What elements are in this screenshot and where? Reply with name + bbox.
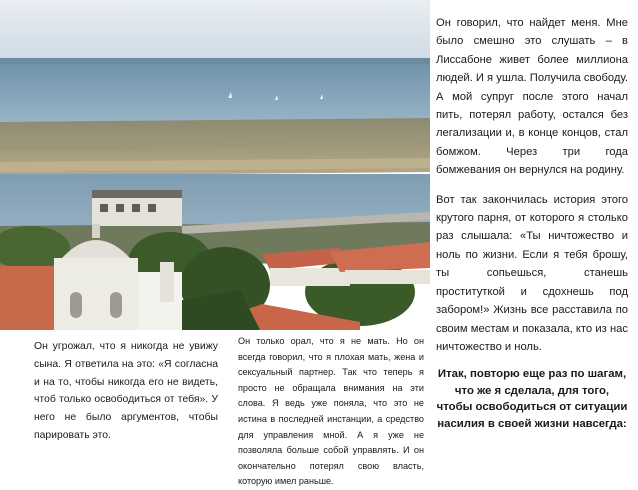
sea (0, 64, 430, 126)
bold-paragraph: Итак, повторю еще раз по шагам, что же я сделала, для того, чтобы освободиться от ситуации насилия в своей жизни навсегда: (436, 368, 628, 430)
sky (0, 0, 430, 62)
landscape-photo (0, 0, 430, 330)
paragraph: Он угрожал, что я никогда не увижу сына. Я ответила на это: «Я согласна и на то, чтобы никогда его не видеть, чтоб только освободиться от тебя». У него не было аргументов, чтобы парировать это. (34, 341, 218, 441)
paragraph: Вот так закончилась история этого крутого парня, от которого я столько раз слышала: «Ты ничтожество и ноль по жизни. Если я тебя брошу, ты сопьешься, станешь проституткой и сдохнешь под забором!» Жизнь все расставила по своим местам и показала, кто из нас ничтожество и ноль. (436, 193, 628, 353)
photo-drawing (0, 0, 430, 330)
roof-left (0, 266, 58, 330)
right-column-text (436, 14, 628, 432)
paragraph: Он говорил, что найдет меня. Мне было смешно это слушать – в Лиссабоне живет более миллиона людей. И я ушла. Получила свободу. А мой супруг после этого начал пить, потерял работу, остался без легализации и, в конце концов, стал бомжом. Через три года бомжевания он вернулся на родину. (436, 17, 628, 177)
church (54, 258, 138, 330)
paragraph: Он только орал, что я не мать. Но он всегда говорил, что я плохая мать, жена и сексуальный партнер. Так что теперь я просто не обращала внимания на эти слова. Я ведь уже поняла, что это не истина в последней инстанции, а средство для управления мной. А я уже не позволяла больше собой управлять. И он окончательно потерял свою власть, которую имел раньше. (238, 336, 424, 487)
bottom-left-text (34, 338, 218, 445)
bottom-middle-text (238, 334, 424, 490)
